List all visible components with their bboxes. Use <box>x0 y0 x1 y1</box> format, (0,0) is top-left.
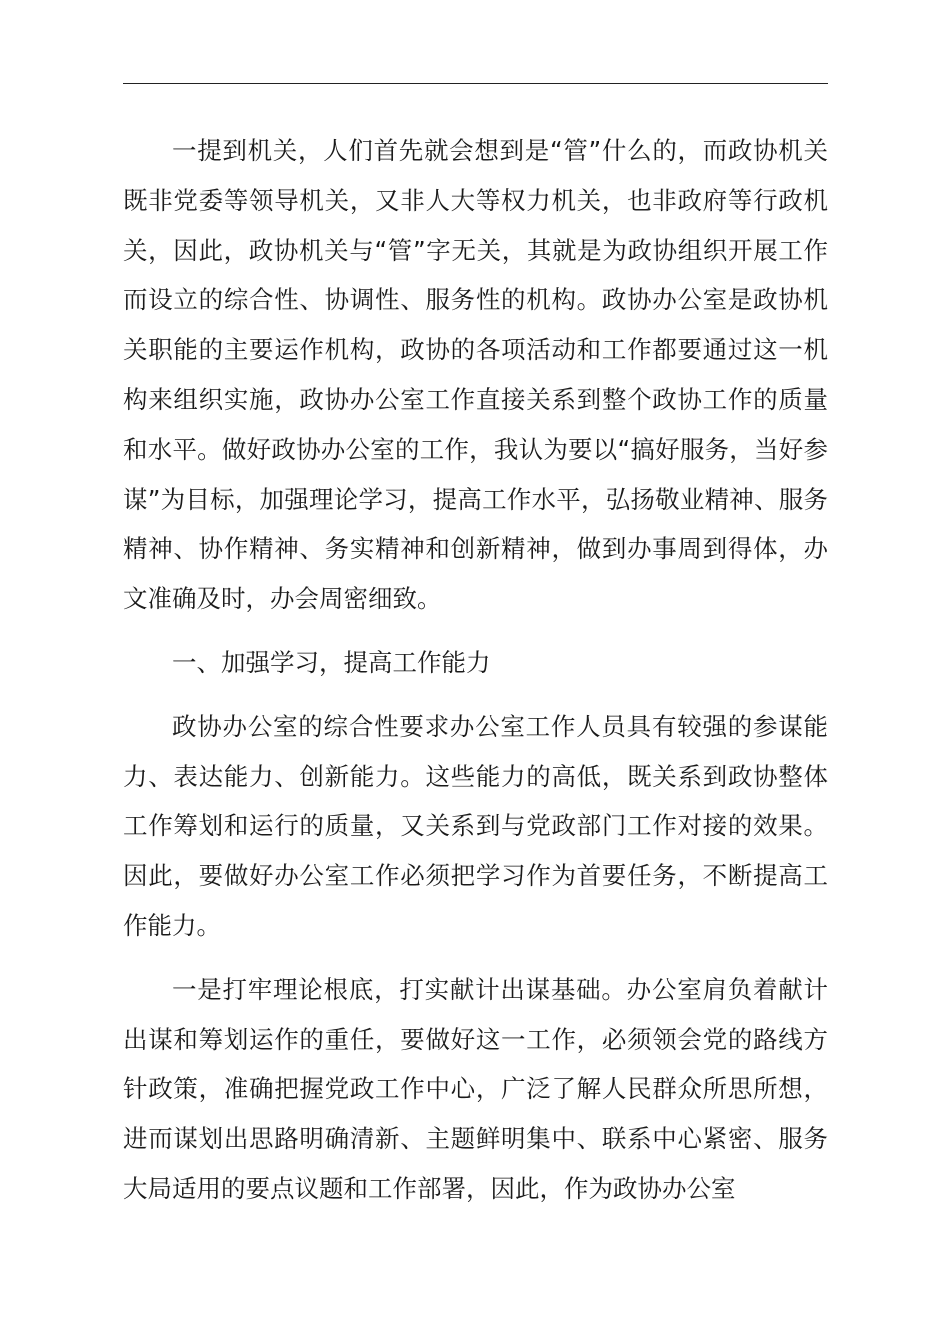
section-heading: 一、加强学习，提高工作能力 <box>172 647 491 677</box>
document-body <box>123 126 828 1214</box>
section-paragraph-1: 政协办公室的综合性要求办公室工作人员具有较强的参谋能力、表达能力、创新能力。这些能力的高低，既关系到政协整体工作筹划和运行的质量，又关系到与党政部门工作对接的效果。因此，要做好办公室工作必须把学习作为首要任务，不断提高工作能力。 <box>123 711 828 940</box>
intro-paragraph: 一提到机关，人们首先就会想到是“管”什么的，而政协机关既非党委等领导机关，又非人大等权力机关，也非政府等行政机关，因此，政协机关与“管”字无关，其就是为政协组织开展工作而设立的综合性、协调性、服务性的机构。政协办公室是政协机关职能的主要运作机构，政协的各项活动和工作都要通过这一机构来组织实施，政协办公室工作直接关系到整个政协工作的质量和水平。做好政协办公室的工作，我认为要以“搞好服务，当好参谋”为目标，加强理论学习，提高工作水平，弘扬敬业精神、服务精神、协作精神、务实精神和创新精神，做到办事周到得体，办文准确及时，办会周密细致。 <box>123 136 828 614</box>
header-rule <box>123 83 828 84</box>
section-paragraph-2: 一是打牢理论根底，打实献计出谋基础。办公室肩负着献计出谋和筹划运作的重任，要做好这一工作，必须领会党的路线方针政策，准确把握党政工作中心，广泛了解人民群众所思所想，进而谋划出思路明确清新、主题鲜明集中、联系中心紧密、服务大局适用的要点议题和工作部署，因此，作为政协办公室 <box>123 974 828 1203</box>
